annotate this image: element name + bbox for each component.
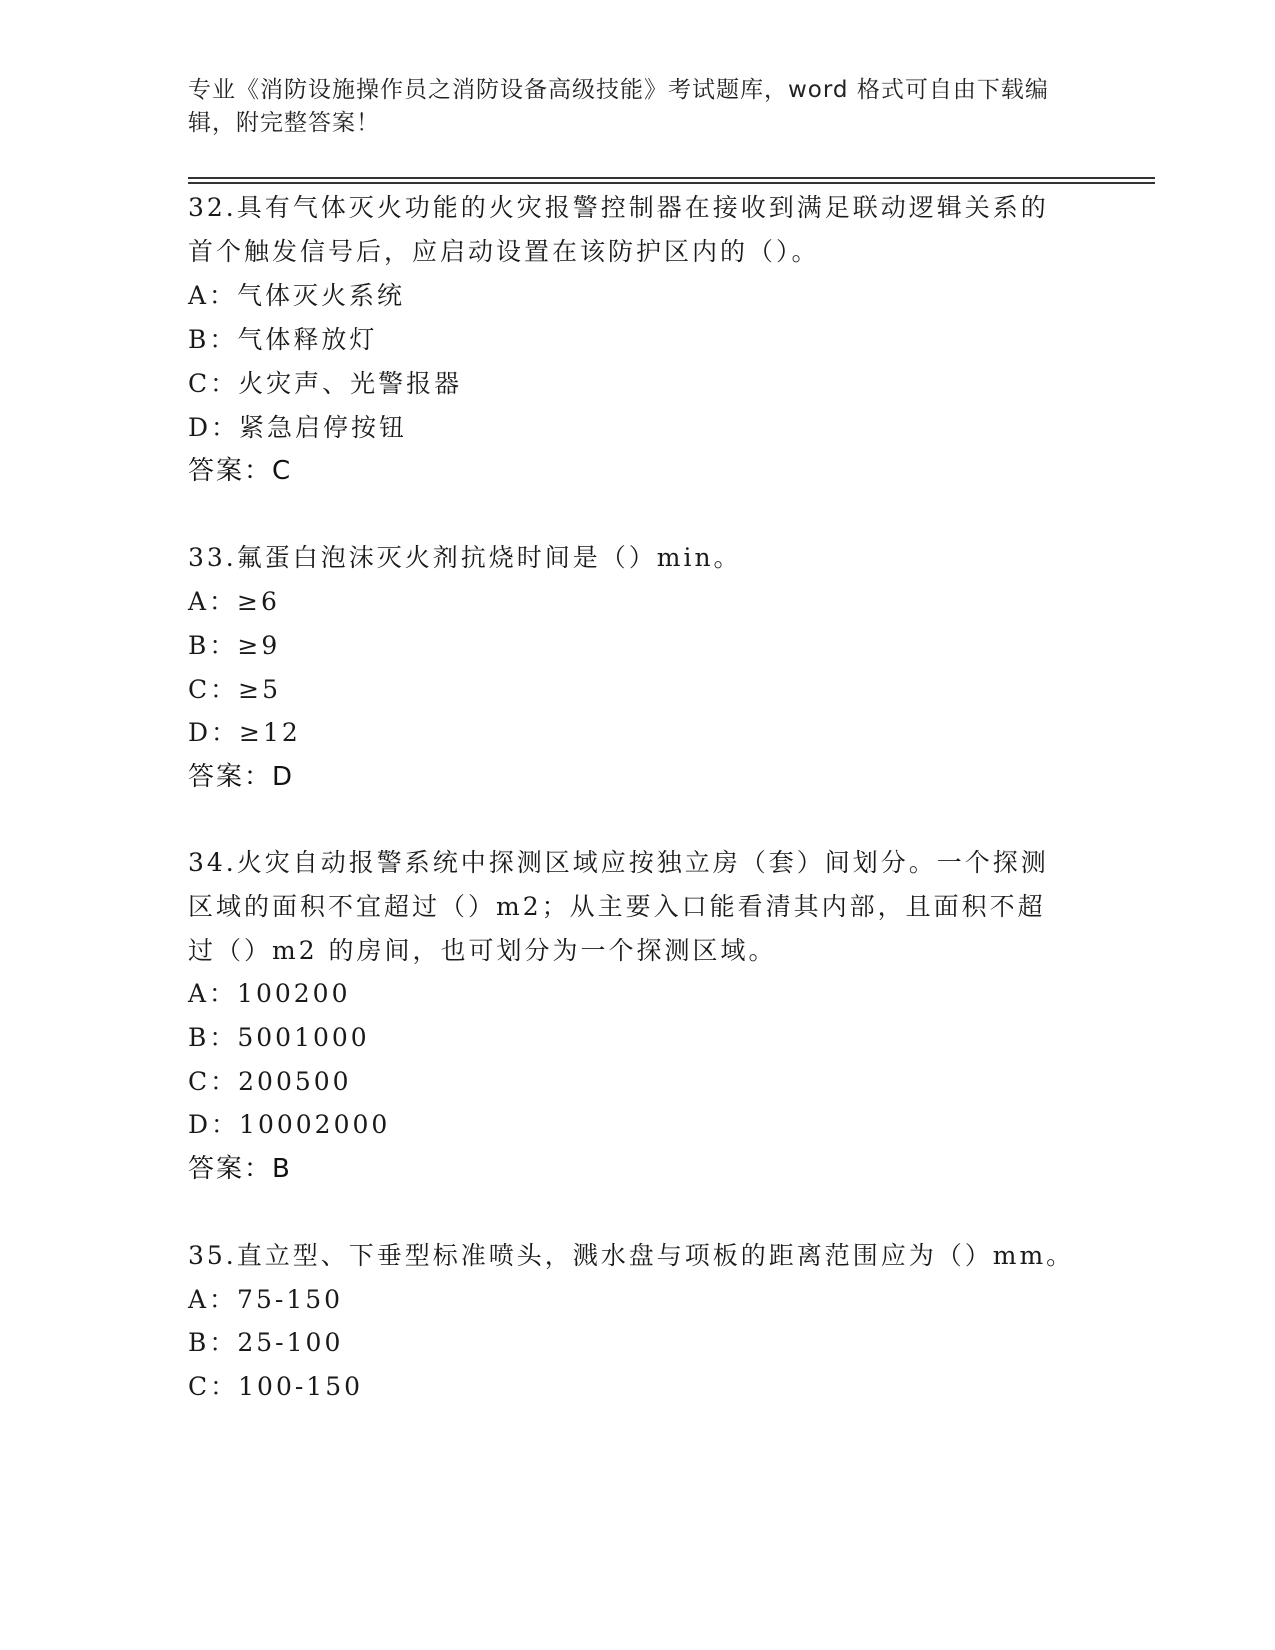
question-33-option-b: B：≥9	[188, 631, 281, 660]
document-header	[188, 74, 1068, 140]
question-34-stem-line-3: 过（）m2 的房间，也可划分为一个探测区域。	[188, 936, 777, 965]
question-34-option-b: B：5001000	[188, 1023, 370, 1052]
question-32-option-a: A：气体灭火系统	[188, 281, 406, 310]
question-34-answer: 答案：B	[188, 1154, 292, 1184]
question-32-answer: 答案：C	[188, 456, 293, 486]
question-33-option-a: A：≥6	[188, 587, 280, 616]
question-34-option-a: A：100200	[188, 979, 351, 1008]
question-34-option-c: C：200500	[188, 1067, 352, 1096]
question-33-option-d: D：≥12	[188, 718, 301, 747]
question-35-option-b: B：25-100	[188, 1328, 344, 1357]
header-divider-bottom	[188, 182, 1155, 184]
header-line-1: 专业《消防设施操作员之消防设备高级技能》考试题库，word 格式可自由下载编	[188, 77, 1049, 103]
question-32-option-b: B：气体释放灯	[188, 325, 378, 354]
question-32-option-d: D：紧急启停按钮	[188, 413, 408, 442]
question-32-stem-line-2: 首个触发信号后，应启动设置在该防护区内的（）。	[188, 237, 820, 266]
question-34-stem-line-1: 34.火灾自动报警系统中探测区域应按独立房（套）间划分。一个探测	[188, 848, 1049, 877]
header-line-2: 辑，附完整答案！	[188, 110, 380, 136]
question-35-option-a: A：75-150	[188, 1285, 344, 1314]
header-divider-top	[188, 177, 1155, 179]
question-34-stem-line-2: 区域的面积不宜超过（）m2；从主要入口能看清其内部，且面积不超	[188, 892, 1046, 921]
question-35-stem-line-1: 35.直立型、下垂型标准喷头，溅水盘与项板的距离范围应为（）mm。	[188, 1241, 1075, 1270]
question-33-option-c: C：≥5	[188, 675, 281, 704]
question-33-answer: 答案：D	[188, 762, 295, 792]
question-32-stem-line-1: 32.具有气体灭火功能的火灾报警控制器在接收到满足联动逻辑关系的	[188, 193, 1049, 222]
question-33-stem-line-1: 33.氟蛋白泡沫灭火剂抗烧时间是（）min。	[188, 543, 742, 572]
question-34-option-d: D：10002000	[188, 1110, 391, 1139]
question-32-option-c: C：火灾声、光警报器	[188, 369, 463, 398]
question-35-option-c: C：100-150	[188, 1372, 364, 1401]
